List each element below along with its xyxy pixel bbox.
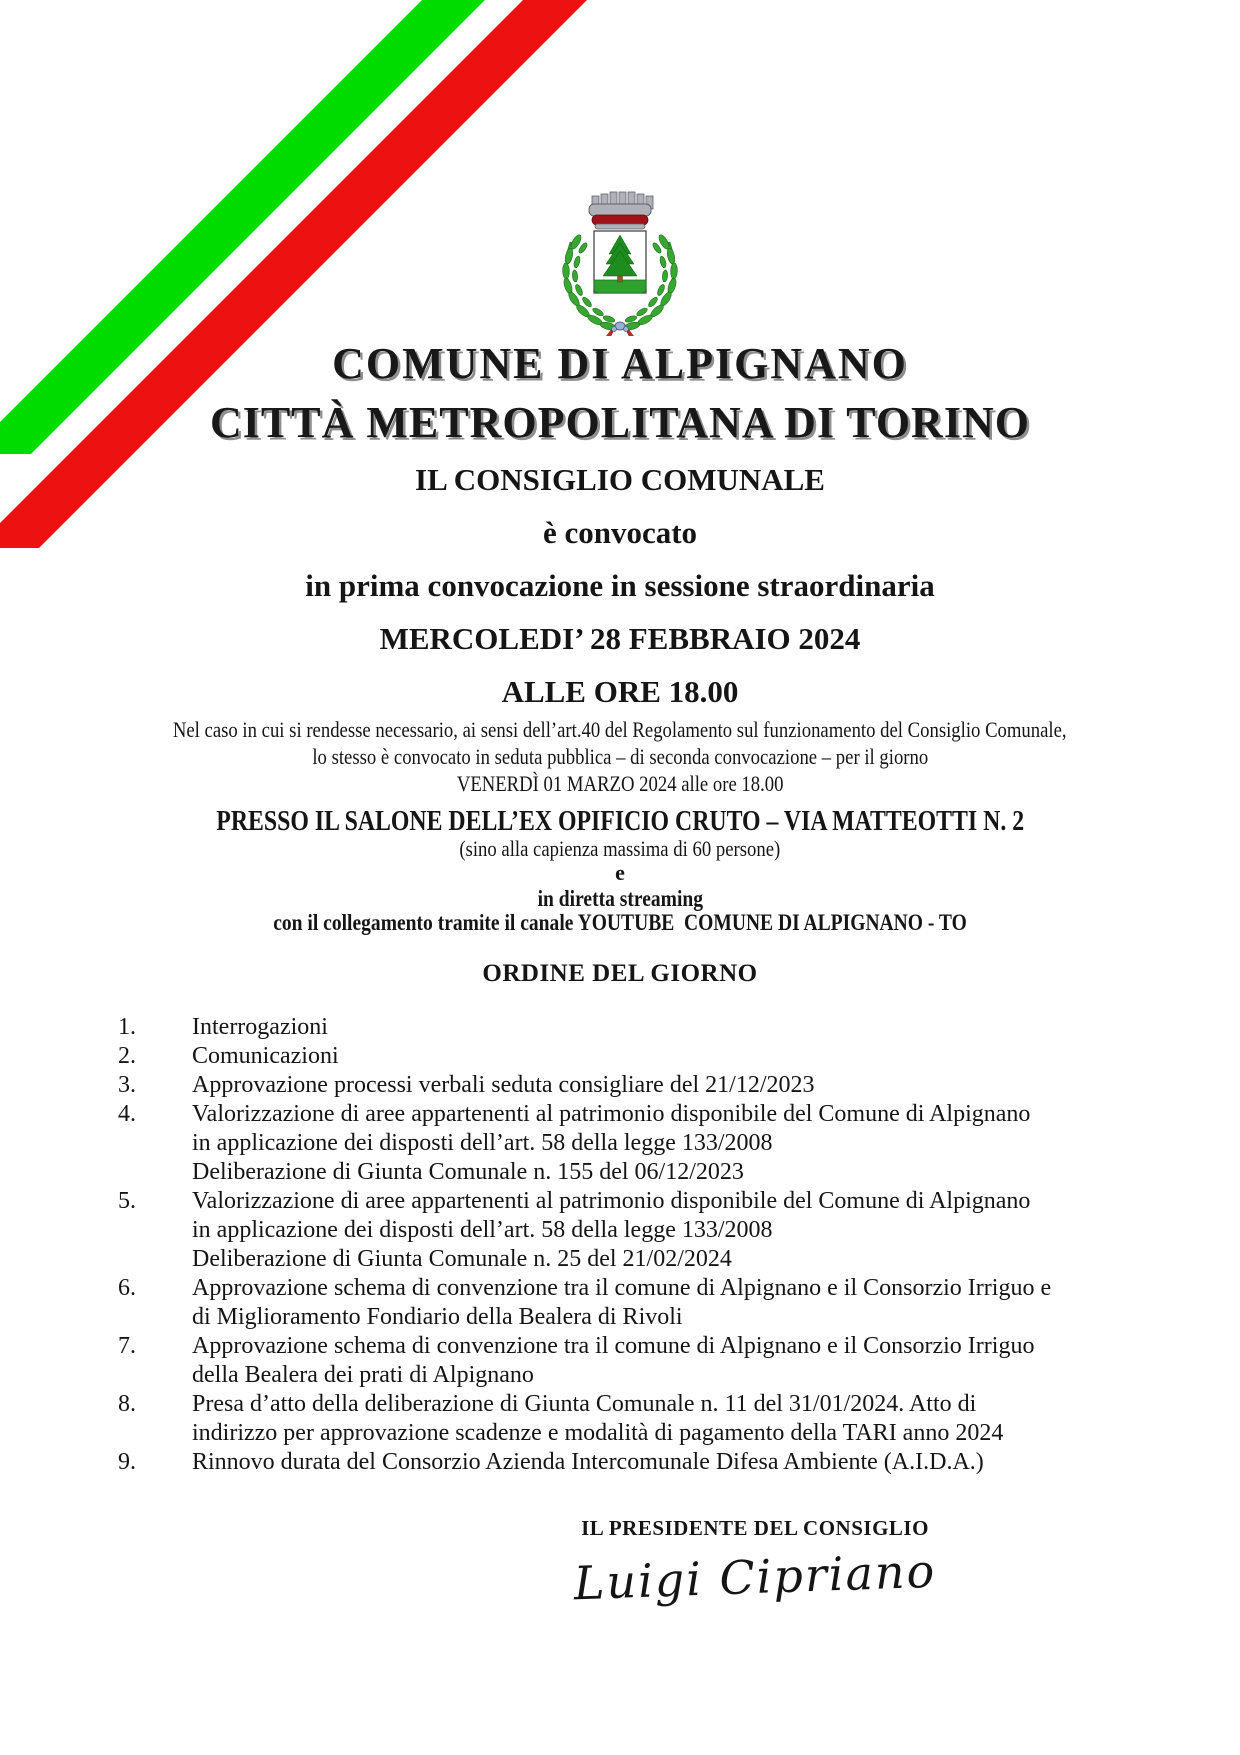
agenda-text: Rinnovo durata del Consorzio Azienda Intercomunale Difesa Ambiente (A.I.D.A.) <box>192 1449 984 1475</box>
agenda-number: 6. <box>118 1275 136 1301</box>
agenda-row <box>0 1013 1240 1042</box>
agenda-row <box>0 1332 1240 1361</box>
agenda-row <box>0 1303 1240 1332</box>
agenda-row <box>0 1158 1240 1187</box>
agenda-number: 4. <box>118 1101 136 1127</box>
agenda-row <box>0 1187 1240 1216</box>
agenda-number: 5. <box>118 1188 136 1214</box>
agenda-number: 9. <box>118 1449 136 1475</box>
agenda-row <box>0 1071 1240 1100</box>
shield-pine-tree-icon <box>594 231 646 293</box>
agenda-text: Comunicazioni <box>192 1043 339 1069</box>
agenda-number: 1. <box>118 1014 136 1040</box>
agenda-text: indirizzo per approvazione scadenze e modalità di pagamento della TARI anno 2024 <box>192 1420 1004 1446</box>
session-date-line: MERCOLEDI’ 28 FEBBRAIO 2024 <box>379 621 861 656</box>
agenda-text: in applicazione dei disposti dell’art. 58 della legge 133/2008 <box>192 1217 773 1243</box>
agenda-row <box>0 1390 1240 1419</box>
agenda-list <box>0 1013 1240 1477</box>
agenda-text: Deliberazione di Giunta Comunale n. 155 del 06/12/2023 <box>192 1159 744 1185</box>
coat-of-arms-icon <box>545 186 695 336</box>
agenda-row <box>0 1361 1240 1390</box>
session-time-line: ALLE ORE 18.00 <box>501 674 739 709</box>
municipality-title: COMUNE DI ALPIGNANO <box>332 339 908 388</box>
second-call-line-1: Nel caso in cui si rendesse necessario, ai sensi dell’art.40 del Regolamento sul funzionamento del Consiglio Comunale, <box>173 717 1067 742</box>
session-line: in prima convocazione in sessione straordinaria <box>305 568 935 603</box>
agenda-row <box>0 1100 1240 1129</box>
agenda-text: Approvazione schema di convenzione tra il comune di Alpignano e il Consorzio Irriguo e <box>192 1275 1052 1301</box>
second-call-paragraph <box>0 716 1240 797</box>
second-call-line-3: VENERDÌ 01 MARZO 2024 alle ore 18.00 <box>456 771 784 796</box>
convocation-headlines <box>0 453 1240 718</box>
agenda-number: 7. <box>118 1333 136 1359</box>
youtube-channel-line: con il collegamento tramite il canale YOUTUBE COMUNE DI ALPIGNANO - TO <box>273 910 967 935</box>
signer-role: IL PRESIDENTE DEL CONSIGLIO <box>581 1516 929 1540</box>
agenda-row <box>0 1129 1240 1158</box>
agenda-row <box>0 1448 1240 1477</box>
signer-signature: Luigi Cipriano <box>572 1543 938 1611</box>
agenda-text: Presa d’atto della deliberazione di Giunta Comunale n. 11 del 31/01/2024. Atto di <box>192 1391 977 1417</box>
agenda-text: Approvazione processi verbali seduta consigliare del 21/12/2023 <box>192 1072 815 1098</box>
agenda-text: in applicazione dei disposti dell’art. 58 della legge 133/2008 <box>192 1130 773 1156</box>
venue-location-line: PRESSO IL SALONE DELL’EX OPIFICIO CRUTO – VIA MATTEOTTI N. 2 <box>216 806 1024 837</box>
convocation-line: è convocato <box>542 515 698 550</box>
agenda-title: ORDINE DEL GIORNO <box>482 960 758 987</box>
agenda-number: 3. <box>118 1072 136 1098</box>
province-title: CITTÀ METROPOLITANA DI TORINO <box>210 398 1030 447</box>
agenda-text: Interrogazioni <box>192 1014 328 1040</box>
agenda-text: Approvazione schema di convenzione tra il comune di Alpignano e il Consorzio Irriguo <box>192 1333 1035 1359</box>
agenda-row <box>0 1042 1240 1071</box>
agenda-text: Valorizzazione di aree appartenenti al patrimonio disponibile del Comune di Alpignano <box>192 1188 1031 1214</box>
signature-block <box>535 1516 975 1611</box>
agenda-row <box>0 1274 1240 1303</box>
agenda-row <box>0 1419 1240 1448</box>
conjunction-line: e <box>615 860 625 885</box>
agenda-number: 8. <box>118 1391 136 1417</box>
agenda-text: Valorizzazione di aree appartenenti al patrimonio disponibile del Comune di Alpignano <box>192 1101 1031 1127</box>
mural-crown-icon <box>589 192 653 229</box>
agenda-number: 2. <box>118 1043 136 1069</box>
streaming-line: in diretta streaming <box>537 886 703 911</box>
council-body-line: IL CONSIGLIO COMUNALE <box>415 462 825 497</box>
second-call-line-2: lo stesso è convocato in seduta pubblica – di seconda convocazione – per il giorno <box>312 744 928 769</box>
agenda-row <box>0 1216 1240 1245</box>
agenda-text: Deliberazione di Giunta Comunale n. 25 del 21/02/2024 <box>192 1246 732 1272</box>
venue-capacity-line: (sino alla capienza massima di 60 persone) <box>459 836 781 861</box>
agenda-text: della Bealera dei prati di Alpignano <box>192 1362 534 1388</box>
agenda-text: di Miglioramento Fondiario della Bealera di Rivoli <box>192 1304 683 1330</box>
agenda-row <box>0 1245 1240 1274</box>
